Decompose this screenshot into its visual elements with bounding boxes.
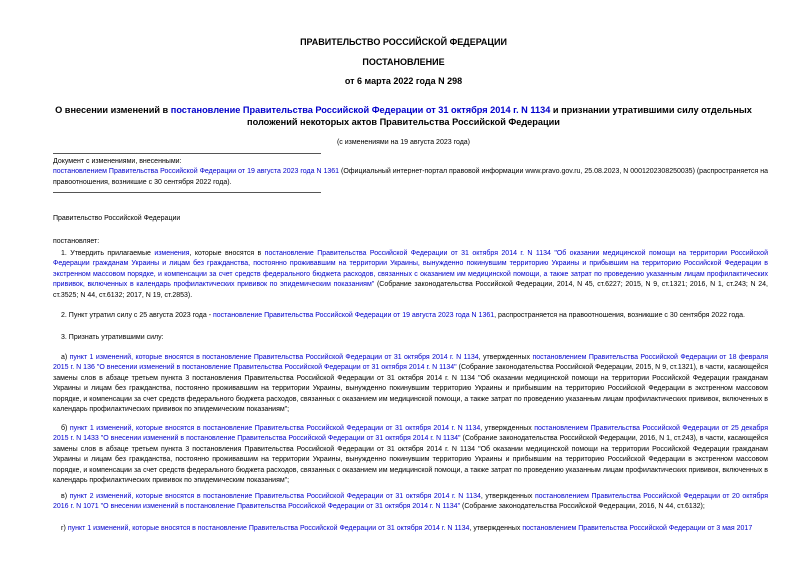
doc-changes-heading: Документ с изменениями, внесенными: (53, 158, 182, 165)
divider-bottom (53, 192, 321, 193)
p2-link[interactable]: постановление Правительства Российской Федерации от 19 августа 2023 года N 1361 (212, 312, 495, 319)
government-header: ПРАВИТЕЛЬСТВО РОССИЙСКОЙ ФЕДЕРАЦИИ (300, 37, 507, 47)
p2-text-b: , распространяется на правоотношения, возникшие с 30 сентября 2022 года. (494, 312, 745, 319)
pa-link-1[interactable]: пункт 1 изменений, которые вносятся в постановление Правительства Российской Федерации от 31 октября 2014 г. N 1134 (69, 354, 479, 361)
pb-text-b: , утвержденных (480, 425, 535, 432)
pg-link-2[interactable]: постановлением Правительства Российской Федерации от 3 мая 2017 (522, 525, 753, 532)
pb-link-2[interactable]: постановлением Правительства Российской Федерации от 25 декабря 2015 г. N 1433 "О внесении изменений в постановление Правительства Российской Федерации от 31 октября 2014 г. N 1134" (53, 425, 768, 443)
doc-changes-block (53, 157, 768, 188)
p1-link-changes[interactable]: изменения (154, 250, 190, 257)
body-government: Правительство Российской Федерации (53, 215, 181, 222)
pv-link-1[interactable]: пункт 2 изменений, которые вносятся в постановление Правительства Российской Федерации от 31 октября 2014 г. N 1134 (69, 493, 481, 500)
pa-text-a: а) (61, 354, 70, 361)
p1-text-b: , которые вносятся в (189, 250, 265, 257)
paragraph-a (53, 353, 768, 415)
title-link[interactable]: постановление Правительства Российской Федерации от 31 октября 2014 г. N 1134 (170, 105, 551, 115)
paragraph-1 (53, 249, 768, 301)
pg-link-1[interactable]: пункт 1 изменений, которые вносятся в постановление Правительства Российской Федерации от 31 октября 2014 г. N 1134 (67, 525, 470, 532)
pa-link-2[interactable]: постановлением Правительства Российской Федерации от 18 февраля 2015 г. N 136 "О внесении изменений в постановление Правительства Российской Федерации от 31 октября 2014 г. N 1134" (53, 354, 768, 372)
doc-date-number: от 6 марта 2022 года N 298 (344, 76, 463, 86)
editions-note: (с изменениями на 19 августа 2023 года) (336, 139, 471, 146)
pg-text-a: г) (61, 525, 68, 532)
title-suffix: и признании утратившими силу отдельных положений некоторых актов Правительства Российской Федерации (247, 105, 752, 127)
pa-text-c: (Собрание законодательства Российской Федерации, 2015, N 9, ст.1321), в части, касающейся замены слов в абзаце третьем пункта 3 постановления Правительства Российской Федерации от 31 октября 2014 г. N 1134 "Об оказании медицинской помощи на территории Российской Федерации гражданам Украины и лицам без гражданства, постоянно проживавшим на территории Украины, вынужденно покинувшим территорию Украины и прибывшим на территорию Российской Федерации в экстренном массовом порядке, и компенсации за счет средств федерального бюджета расходов, связанных с оказанием им медицинской помощи, а также затрат по проведению указанным лицам профилактических прививок, включенных в календарь профилактических прививок по эпидемическим показаниям"; (53, 364, 768, 414)
doc-changes-text (53, 167, 768, 188)
p1-text-c: (Собрание законодательства Российской Федерации, 2014, N 45, ст.6227; 2015, N 9, ст.1321; 2016, N 1, ст.243; N 24, ст.3525; N 44, ст.6132; 2017, N 19, ст.2853). (53, 281, 768, 299)
paragraph-3: 3. Признать утратившими силу: (61, 334, 164, 341)
pb-link-1[interactable]: пункт 1 изменений, которые вносятся в постановление Правительства Российской Федерации от 31 октября 2014 г. N 1134 (69, 425, 481, 432)
paragraph-2 (53, 311, 768, 321)
pv-text-c: (Собрание законодательства Российской Федерации, 2016, N 44, ст.6132); (460, 503, 705, 511)
doc-changes-details: (Официальный интернет-портал правовой информации www.pravo.gov.ru, 25.08.2023, N 0001202308250035) (распространяется на правоотношения, возникшие с 30 сентября 2022 года). (53, 168, 768, 186)
paragraph-b (53, 424, 768, 486)
p1-link-decree[interactable]: постановление Правительства Российской Федерации от 31 октября 2014 г. N 1134 "Об оказании медицинской помощи на территории Российской Федерации гражданам Украины и лицам без гражданства, постоянно проживавшим на территории Украины, вынужденно покинувшим территорию Украины и прибывшим на территорию Российской Федерации в экстренном массовом порядке, и компенсации за счет средств федерального бюджета расходов, связанных с оказанием им медицинской помощи, а также затрат по проведению указанным лицам профилактических прививок, включенных в календарь профилактических прививок по эпидемическим показаниям" (53, 250, 768, 289)
doc-type: ПОСТАНОВЛЕНИЕ (362, 57, 445, 67)
paragraph-g (53, 524, 768, 534)
doc-title (40, 104, 767, 128)
doc-changes-link[interactable]: постановлением Правительства Российской Федерации от 19 августа 2023 года N 1361 (53, 168, 340, 176)
pb-text-a: б) (61, 425, 70, 432)
divider-top (53, 153, 321, 154)
pv-text-a: в) (61, 493, 70, 500)
paragraph-v (53, 492, 768, 513)
p1-text-a: 1. Утвердить прилагаемые (61, 250, 155, 257)
pa-text-b: , утвержденных (478, 354, 533, 361)
pb-text-c: (Собрание законодательства Российской Федерации, 2016, N 1, ст.243), в части, касающейся замены слов в абзаце третьем пункта 3 постановления Правительства Российской Федерации от 31 октября 2014 г. N 1134 "Об оказании медицинской помощи на территории Российской Федерации гражданам Украины и лицам без гражданства, постоянно проживавшим на территории Украины, вынужденно покинувшим территорию Украины и прибывшим на территорию Российской Федерации в экстренном массовом порядке, и компенсации за счет средств федерального бюджета расходов, связанных с оказанием им медицинской помощи, а также затрат по проведению указанным лицам профилактических прививок, включенных в календарь профилактических прививок по эпидемическим показаниям"; (53, 435, 769, 485)
title-prefix: О внесении изменений в (55, 105, 171, 115)
pv-link-2[interactable]: постановлением Правительства Российской Федерации от 20 октября 2016 г. N 1071 "О внесении изменений в постановление Правительства Российской Федерации от 31 октября 2014 г. N 1134" (53, 493, 769, 511)
pg-text-b: , утвержденных (469, 525, 523, 532)
p2-text-a: 2. Пункт утратил силу с 25 августа 2023 года - (61, 312, 213, 319)
body-decrees: постановляет: (53, 238, 100, 245)
pv-text-b: , утвержденных (480, 493, 535, 500)
